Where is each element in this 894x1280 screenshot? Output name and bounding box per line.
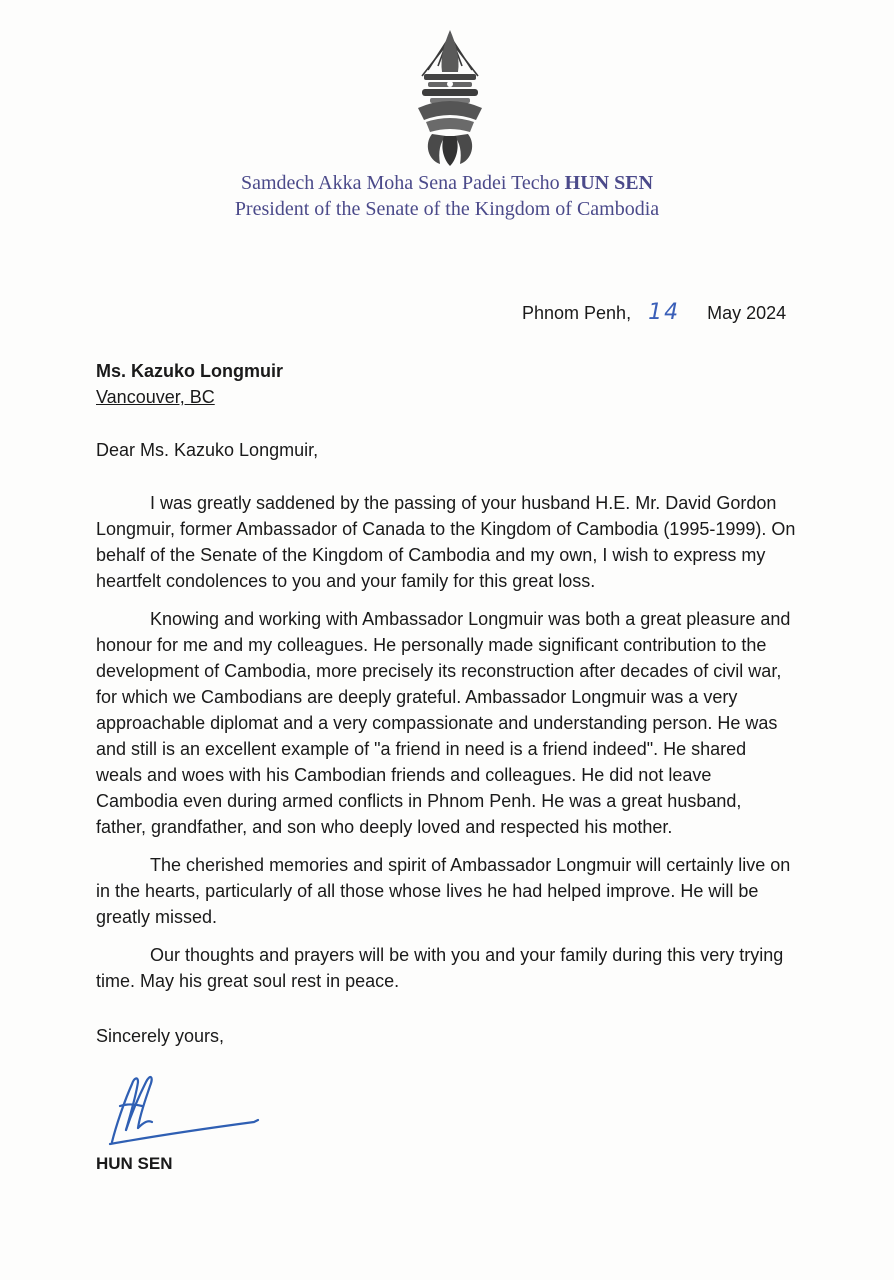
recipient-city: Vancouver, BC: [96, 387, 215, 407]
recipient-name: Ms. Kazuko Longmuir: [96, 361, 284, 381]
senate-emblem-icon: [410, 28, 490, 168]
salutation: Dear Ms. Kazuko Longmuir,: [96, 440, 319, 460]
dateline-month-year: May 2024: [707, 303, 787, 323]
dateline-day-handwritten: 14: [648, 300, 681, 325]
letterhead-title: [0, 170, 894, 196]
body-paragraph: Knowing and working with Ambassador Longmuir was both a great pleasure and honour for me and my colleagues. He personally made significant contribution to the development of Cambodia, more precisely its reconstruction after decades of civil war, for which we Cambodians are deeply grateful. Ambassador Longmuir was a very approachable diplomat and a very compassionate and understanding person. He was and still is an excellent example of "a friend in need is a friend indeed". He shared weals and woes with his Cambodian friends and colleagues. He did not leave Cambodia even during armed conflicts in Phnom Penh. He was a great husband, father, grandfather, and son who deeply loved and respected his mother.: [96, 609, 791, 837]
handwritten-signature: [104, 1066, 274, 1150]
letterhead-title-prefix: Samdech Akka Moha Sena Padei Techo: [240, 172, 560, 194]
signer-name: HUN SEN: [96, 1154, 173, 1173]
letterhead-title-name: HUN SEN: [564, 172, 654, 194]
body-paragraph: The cherished memories and spirit of Ambassador Longmuir will certainly live on in the hearts, particularly of all those whose lives he had helped improve. He will be greatly missed.: [96, 855, 791, 927]
dateline: [522, 300, 786, 325]
body-paragraph: Our thoughts and prayers will be with you and your family during this very trying time. May his great soul rest in peace.: [96, 945, 784, 991]
letterhead: [0, 170, 894, 222]
closing: Sincerely yours,: [96, 1026, 225, 1046]
body-paragraph: I was greatly saddened by the passing of your husband H.E. Mr. David Gordon Longmuir, former Ambassador of Canada to the Kingdom of Cambodia (1995-1999). On behalf of the Senate of the Kingdom of Cambodia and my own, I wish to express my heartfelt condolences to you and your family for this great loss.: [96, 493, 796, 591]
letterhead-subtitle: President of the Senate of the Kingdom of Cambodia: [234, 198, 660, 220]
dateline-place: Phnom Penh,: [522, 303, 632, 323]
letter-body: [96, 490, 796, 1006]
recipient-block: [96, 358, 283, 410]
